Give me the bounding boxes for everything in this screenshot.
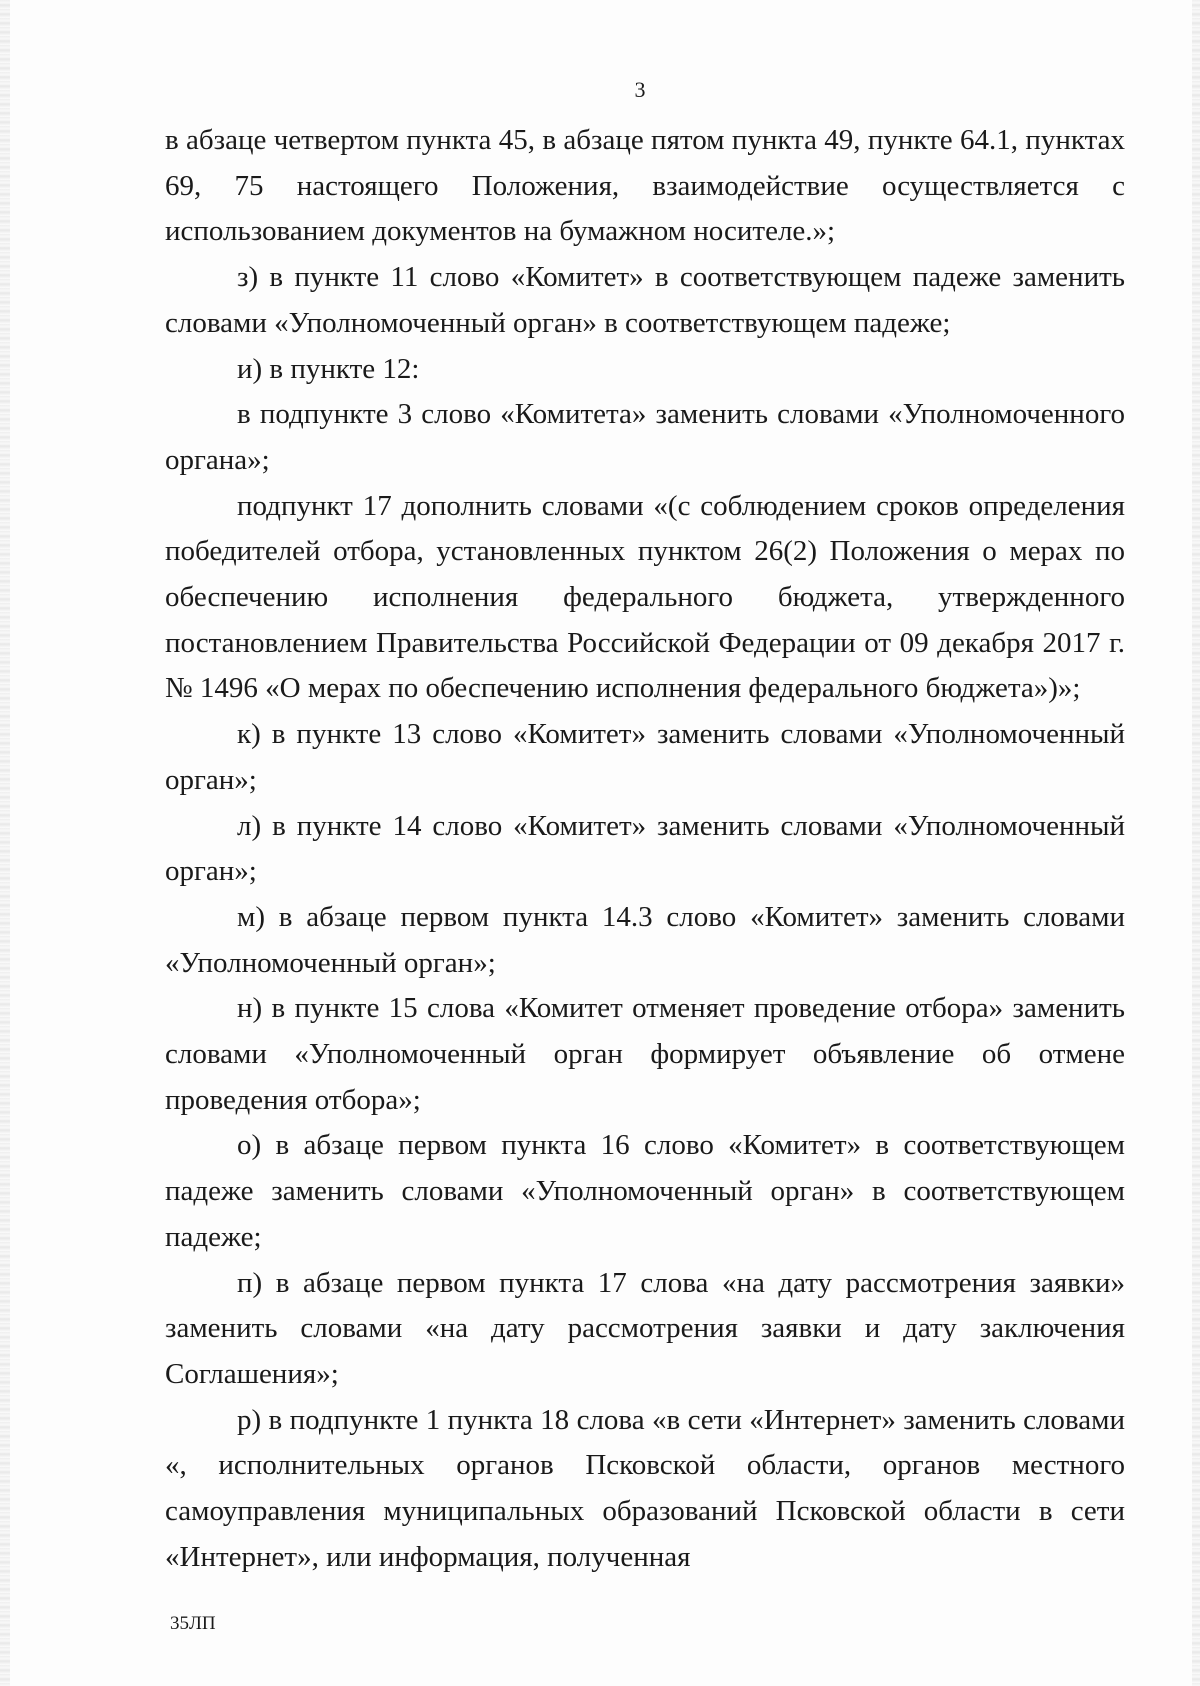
document-body [165,118,1125,1581]
paragraph: р) в подпункте 1 пункта 18 слова «в сети «Интернет» заменить словами «, исполнительных органов Псковской области, органов местного самоуправления муниципальных образований Псковской области в сети «Интернет», или информация, полученная [165,1403,1125,1573]
paragraph: з) в пункте 11 слово «Комитет» в соответствующем падеже заменить словами «Уполномоченный орган» в соответствующем падеже; [165,261,1125,339]
paragraph: и) в пункте 12: [237,352,420,385]
footer-document-code: 35ЛП [170,1613,216,1634]
scan-edge-left [0,0,10,1686]
scan-edge-right [1192,0,1200,1686]
paragraph: н) в пункте 15 слова «Комитет отменяет проведение отбора» заменить словами «Уполномоченный орган формирует объявление об отмене проведения отбора»; [165,992,1125,1116]
paragraph: в абзаце четвертом пункта 45, в абзаце пятом пункта 49, пункте 64.1, пунктах 69, 75 настоящего Положения, взаимодействие осуществляется с использованием документов на бумажном носителе.»; [165,124,1125,248]
paragraph: п) в абзаце первом пункта 17 слова «на дату рассмотрения заявки» заменить словами «на дату рассмотрения заявки и дату заключения Соглашения»; [165,1266,1125,1390]
paragraph: подпункт 17 дополнить словами «(с соблюдением сроков определения победителей отбора, установленных пунктом 26(2) Положения о мерах по обеспечению исполнения федерального бюджета, утвержденного постановлением Правительства Российской Федерации от 09 декабря 2017 г. № 1496 «О мерах по обеспечению исполнения федерального бюджета»)»; [165,489,1125,705]
paragraph: к) в пункте 13 слово «Комитет» заменить словами «Уполномоченный орган»; [165,718,1125,796]
paragraph: о) в абзаце первом пункта 16 слово «Комитет» в соответствующем падеже заменить словами «Уполномоченный орган» в соответствующем падеже; [165,1129,1125,1253]
paragraph: в подпункте 3 слово «Комитета» заменить словами «Уполномоченного органа»; [165,398,1125,476]
paragraph: л) в пункте 14 слово «Комитет» заменить словами «Уполномоченный орган»; [165,809,1125,888]
paragraph: м) в абзаце первом пункта 14.3 слово «Комитет» заменить словами «Уполномоченный орган»; [165,900,1125,979]
page-number: 3 [634,77,646,102]
